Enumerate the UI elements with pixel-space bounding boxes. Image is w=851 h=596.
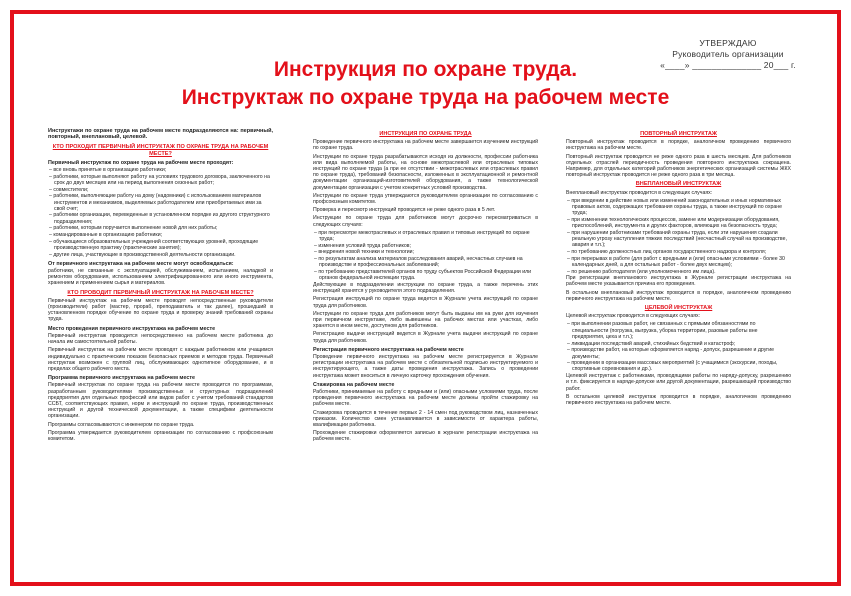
- heading-who-passes: КТО ПРОХОДИТ ПЕРВИЧНЫЙ ИНСТРУКТАЖ ПО ОХРАНЕ ТРУДА НА РАБОЧЕМ МЕСТЕ?: [52, 144, 269, 157]
- approve-role: Руководитель организации: [672, 49, 784, 59]
- subheading-program: Программа первичного инструктажа на рабочем месте: [48, 375, 195, 382]
- paragraph: Инструкции по охране труда для работников могут досрочно пересматриваться в следующих случаях:: [313, 215, 538, 228]
- subheading-internship: Стажировка на рабочем месте: [313, 381, 395, 388]
- list-item: – работники, которые выполняют работу на условиях трудового договора, заключенного на срок до двух месяцев или на период выполнения сезонных работ;: [49, 173, 270, 186]
- list-item: – внедрения новой техники и технологии;: [314, 249, 415, 256]
- list-item: – при нарушении работниками требований охраны труда, если эти нарушения создали реальную угрозу наступления тяжких последствий (несчастный случай на производстве, авария и т.п.);: [567, 229, 787, 249]
- paragraph: Стажировка проводится в течение первых 2 - 14 смен под руководством лиц, назначенных приказом. Количество смен устанавливается в зависимости от характера работы, квалификации работника.: [313, 409, 538, 429]
- list-item: – работники организации, переведенные в установленном порядке из другого структурного подразделения;: [49, 212, 270, 225]
- subheading-registration: Регистрация первичного инструктажа на рабочем месте: [313, 346, 464, 353]
- subheading-exempt: От первичного инструктажа на рабочем месте могут освобождаться:: [48, 260, 234, 267]
- list-targeted-cases: [566, 321, 791, 372]
- list-item: – при пересмотре межотраслевых и отраслевых правил и типовых инструкций по охране труда;: [314, 229, 530, 243]
- approve-date: «____» ______________ 20___ г.: [660, 60, 796, 70]
- paragraph: Первичный инструктаж на рабочем месте проводят непосредственные руководители (производители) работ (мастер, прораб, преподаватель и так далее), прошедший в установленном порядке обучение по охране труда и проверку знаний требований охраны труда.: [48, 297, 273, 323]
- paragraph: Проведение первичного инструктажа на рабочем месте завершается изучением инструкций по охране труда.: [313, 139, 538, 152]
- paragraph: Повторный инструктаж проводится в порядке, аналогичном проведению первичного инструктажа на рабочем месте.: [566, 139, 791, 152]
- list-item: – при выполнении разовых работ, не связанных с прямыми обязанностями по специальности (погрузка, выгрузка, уборка территории, разовые работы вне предприятия, цеха и т.п.);: [567, 321, 758, 340]
- list-revision-cases: [313, 230, 538, 282]
- list-item: – при введении в действие новых или изменений законодательных и иных нормативных правовых актов, содержащих требования охраны труда, а также инструкций по охране труда;: [567, 197, 782, 217]
- paragraph: Регистрацию выдачи инструкций ведется в Журнале учета выдачи инструкций по охране труда для работников.: [313, 331, 538, 344]
- list-item: – при перерывах в работе (для работ с вредными и (или) опасными условиями - более 30 календарных дней, а для остальных работ - более двух месяцев);: [567, 255, 785, 268]
- paragraph: В остальном целевой инструктаж проводится в порядке, аналогичном проведению первичного инструктажа на рабочем месте.: [566, 393, 791, 406]
- paragraph: Инструкции по охране труда для работников могут быть выданы им на руки для изучения при первичном инструктаже, либо вывешены на рабочих местах или участках, либо хранятся в ином месте, доступном для работников.: [313, 310, 538, 330]
- list-item: – другие лица, участвующие в производственной деятельности организации.: [49, 251, 236, 258]
- list-who-passes: [48, 167, 273, 258]
- paragraph: Первичный инструктаж на рабочем месте проводят с каждым работником или учащимся индивидуально с практическим показом безопасных приемов и методов труда. Первичный инструктаж возможен с группой лиц, обслуживающих однотипное оборудование, и в пределах общего рабочего места.: [48, 347, 273, 372]
- list-item: – по требованию представителей органов по труду субъектов Российской Федерации или органов федеральной инспекции труда.: [314, 269, 532, 282]
- poster-title-line2: Инструктаж по охране труда на рабочем месте: [181, 86, 670, 109]
- paragraph: Целевой инструктаж с работниками, проводящими работы по наряду-допуску, разрешению и т.п. фиксируется в наряде-допуске или другой документации, разрешающей производство работ.: [566, 373, 791, 392]
- paragraph: Целевой инструктаж проводится в следующих случаях:: [566, 313, 701, 320]
- heading-instruction: ИНСТРУКЦИЯ ПО ОХРАНЕ ТРУДА: [379, 131, 472, 137]
- poster-title-line1: Инструкция по охране труда.: [273, 58, 578, 81]
- paragraph: Первичный инструктаж проводится непосредственно на рабочем месте работника до начала им самостоятельной работы.: [48, 332, 273, 346]
- column-middle: [313, 128, 538, 445]
- subheading-passes: Первичный инструктаж по охране труда на рабочем месте проходят:: [48, 159, 234, 166]
- paragraph: Инструкции по охране труда утверждаются руководителем организации по согласованию с профсоюзным комитетом.: [313, 192, 538, 206]
- list-item: – изменения условий труда работников;: [314, 242, 411, 249]
- list-item: – проведении в организации массовых мероприятий (с учащимися (экскурсии, походы, спортивные соревнования и др.).: [567, 360, 778, 373]
- approve-title: УТВЕРЖДАЮ: [699, 38, 757, 48]
- list-item: – по требованию должностных лиц органов государственного надзора и контроля;: [567, 248, 767, 255]
- paragraph: Проведение первичного инструктажа на рабочем месте регистрируется в Журнале регистрации инструктажа на рабочем месте с обязательной подписью инструктируемого и инструктирующего, а также даты проведения инструктажа. Запись о проведении инструктажа может вноситься в личную карточку прохождения обучения.: [313, 354, 538, 379]
- list-item: – по результатам анализа материалов расследования аварий, несчастных случаев на производстве и профессиональных заболеваний;: [314, 256, 523, 269]
- heading-targeted: ЦЕЛЕВОЙ ИНСТРУКТАЖ: [644, 305, 713, 312]
- list-item: – ликвидации последствий аварий, стихийных бедствий и катастроф;: [567, 340, 736, 347]
- paragraph: Работники, принимаемые на работу с вредными и (или) опасными условиями труда, после проведения первичного инструктажа на рабочем месте должны пройти стажировку на рабочем месте.: [313, 389, 538, 408]
- list-item: – работники, выполняющие работу на дому (надомники) с использованием материалов инструментов и механизмов, выделяемых работодателем или приобретаемых ими за свой счет;: [49, 193, 262, 212]
- paragraph: Первичный инструктаж по охране труда на рабочем месте проводится по программам, разработанным руководителями производственных и структурных подразделений предприятия для отдельных профессий или видов работ с учетом требований стандартов ССБТ, соответствующих правил, норм и инструкций по охране труда, производственных инструкций и другой технической документации, а также специфики деятельности организации.: [48, 382, 273, 420]
- intro-text: Инструктажи по охране труда на рабочем месте подразделяются на: первичный, повторный, внеплановый, целевой.: [48, 128, 273, 141]
- paragraph: Повторный инструктаж проводится не реже одного раза в шесть месяцев. Для работников отдельных отраслей периодичность проведения повторного инструктажа сокращена. Например, для отдельных категорий работников энергетических организаций системы ЖКХ повторный инструктаж проводится не реже одного раза в три месяца.: [566, 153, 791, 179]
- paragraph: При регистрации внепланового инструктажа в Журнале регистрации инструктажа на рабочем месте указывается причина его проведения.: [566, 275, 791, 288]
- column-left: [48, 128, 273, 444]
- list-item: – работники, которым поручается выполнение новой для них работы;: [49, 225, 218, 232]
- list-item: – при изменении технологических процессов, замене или модернизации оборудования, приспособлений, инструмента и других факторов, влияющих на безопасность труда;: [567, 216, 780, 230]
- paragraph: работники, не связанные с эксплуатацией, обслуживанием, испытанием, наладкой и ремонтом оборудования, использованием электрифицированного или иного инструмента, хранением и применением сырья и материалов.: [48, 268, 273, 287]
- paragraph: В остальном внеплановый инструктаж проводится в порядке, аналогичном проведению первичного инструктажа на рабочем месте.: [566, 289, 791, 302]
- list-item: – командированные в организацию работники;: [49, 232, 163, 239]
- paragraph: Инструкции по охране труда разрабатываются исходя из должности, профессии работника или вида выполняемой работы, на основе межотраслевой или отраслевых типовых инструкций по охране труда (а при ее отсутствии - межотраслевых или отраслевых правил по охране труда), требований безопасности, изложенных в эксплуатационной и ремонтной документации организаций-изготовителей оборудования, а также технологической документации организации с учетом конкретных условий производства.: [313, 153, 538, 191]
- heading-who-conducts: КТО ПРОВОДИТ ПЕРВИЧНЫЙ ИНСТРУКТАЖ НА РАБОЧЕМ МЕСТЕ?: [67, 289, 254, 296]
- subheading-place: Место проведения первичного инструктажа на рабочем месте: [48, 325, 216, 332]
- paragraph: Внеплановый инструктаж проводится в следующих случаях:: [566, 189, 713, 196]
- column-right: [566, 128, 791, 408]
- paragraph: Программы согласовываются с инженером по охране труда.: [48, 421, 195, 428]
- list-item: – все вновь принятые в организацию работники;: [49, 167, 167, 174]
- heading-unscheduled: ВНЕПЛАНОВЫЙ ИНСТРУКТАЖ: [635, 181, 722, 188]
- paragraph: Программа утверждается руководителем организации по согласованию с профсоюзным комитетом.: [48, 429, 273, 442]
- list-item: – совместители;: [49, 186, 89, 193]
- list-item: – производстве работ, на которые оформляется наряд - допуск, разрешение и другие документы;: [567, 347, 774, 360]
- heading-repeat: ПОВТОРНЫЙ ИНСТРУКТАЖ: [640, 131, 717, 137]
- list-item: – обучающиеся образовательных учреждений соответствующих уровней, проходящие производственную практику (практические занятия);: [49, 238, 259, 251]
- paragraph: Прохождение стажировки оформляется записью в журнале регистрации инструктажа на рабочем месте.: [313, 430, 538, 443]
- paragraph: Действующие в подразделении инструкции по охране труда, а также перечень этих инструкций хранятся у руководителя этого подразделения.: [313, 281, 538, 295]
- list-unscheduled-cases: [566, 198, 791, 275]
- list-item: – по решению работодателя (или уполномоченного им лица).: [567, 268, 716, 275]
- paragraph: Регистрация инструкций по охране труда ведется в Журнале учета инструкций по охране труда для работников.: [313, 296, 538, 309]
- paragraph: Проверка и пересмотр инструкций проводится не реже одного раза в 5 лет.: [313, 207, 496, 214]
